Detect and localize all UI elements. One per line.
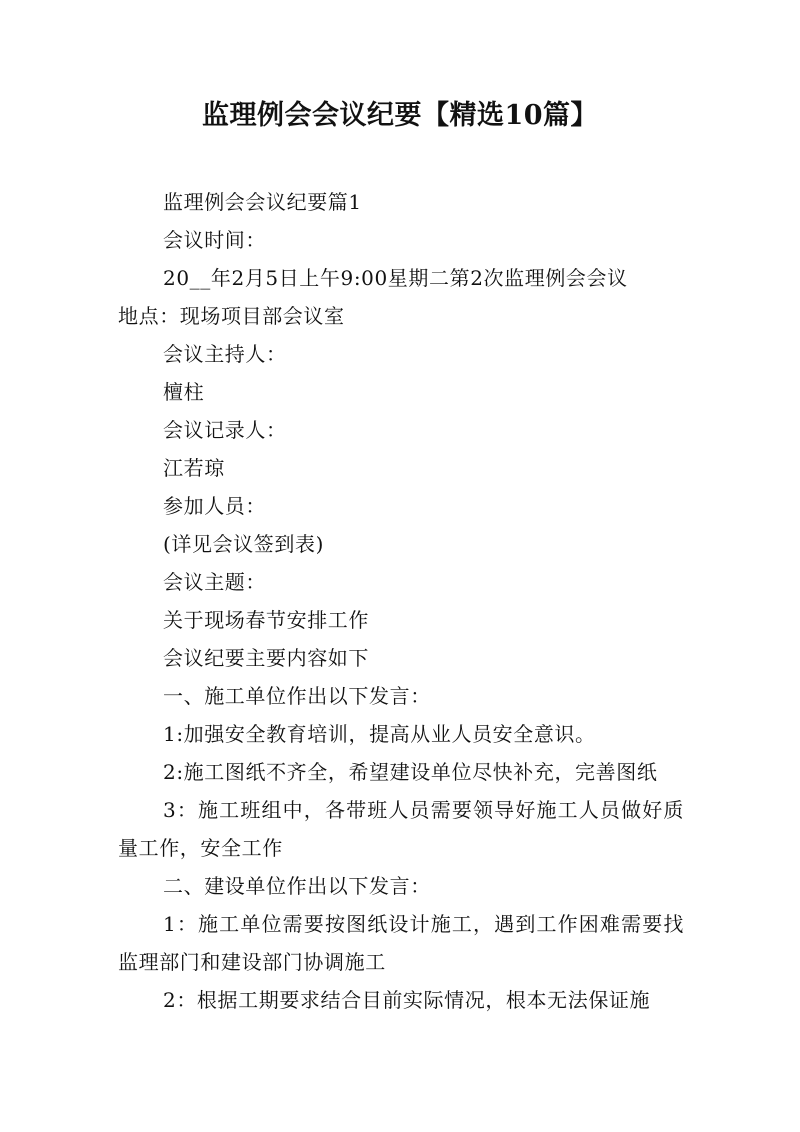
document-body bbox=[118, 183, 684, 1019]
owner-item-2: 2：根据工期要求结合目前实际情况，根本无法保证施 bbox=[163, 988, 651, 1012]
contractor-item-3: 3：施工班组中，各带班人员需要领导好施工人员做好质量工作，安全工作 bbox=[118, 798, 684, 860]
meeting-location: 地点：现场项目部会议室 bbox=[118, 304, 345, 328]
section-heading: 监理例会会议纪要篇1 bbox=[163, 190, 362, 214]
contractor-item-2: 2:施工图纸不齐全，希望建设单位尽快补充，完善图纸 bbox=[163, 760, 658, 784]
recorder-value: 江若琼 bbox=[163, 456, 225, 480]
recorder-label: 会议记录人： bbox=[163, 418, 287, 442]
contractor-heading: 一、施工单位作出以下发言： bbox=[163, 684, 431, 708]
attendees-label: 参加人员： bbox=[163, 494, 266, 518]
minutes-intro: 会议纪要主要内容如下 bbox=[163, 646, 369, 670]
host-value: 檀柱 bbox=[163, 380, 205, 404]
contractor-item-1: 1:加强安全教育培训，提高从业人员安全意识。 bbox=[163, 722, 596, 746]
owner-heading: 二、建设单位作出以下发言： bbox=[163, 874, 431, 898]
meeting-time-value: 20__年2月5日上午9:00星期二第2次监理例会会议 bbox=[163, 266, 628, 290]
meeting-time-label: 会议时间： bbox=[163, 228, 266, 252]
attendees-value: (详见会议签到表) bbox=[163, 532, 325, 556]
owner-item-1: 1：施工单位需要按图纸设计施工，遇到工作困难需要找监理部门和建设部门协调施工 bbox=[118, 912, 684, 974]
topic-label: 会议主题： bbox=[163, 570, 266, 594]
topic-value: 关于现场春节安排工作 bbox=[163, 608, 369, 632]
host-label: 会议主持人： bbox=[163, 342, 287, 366]
document-title: 监理例会会议纪要【精选10篇】 bbox=[201, 100, 599, 131]
